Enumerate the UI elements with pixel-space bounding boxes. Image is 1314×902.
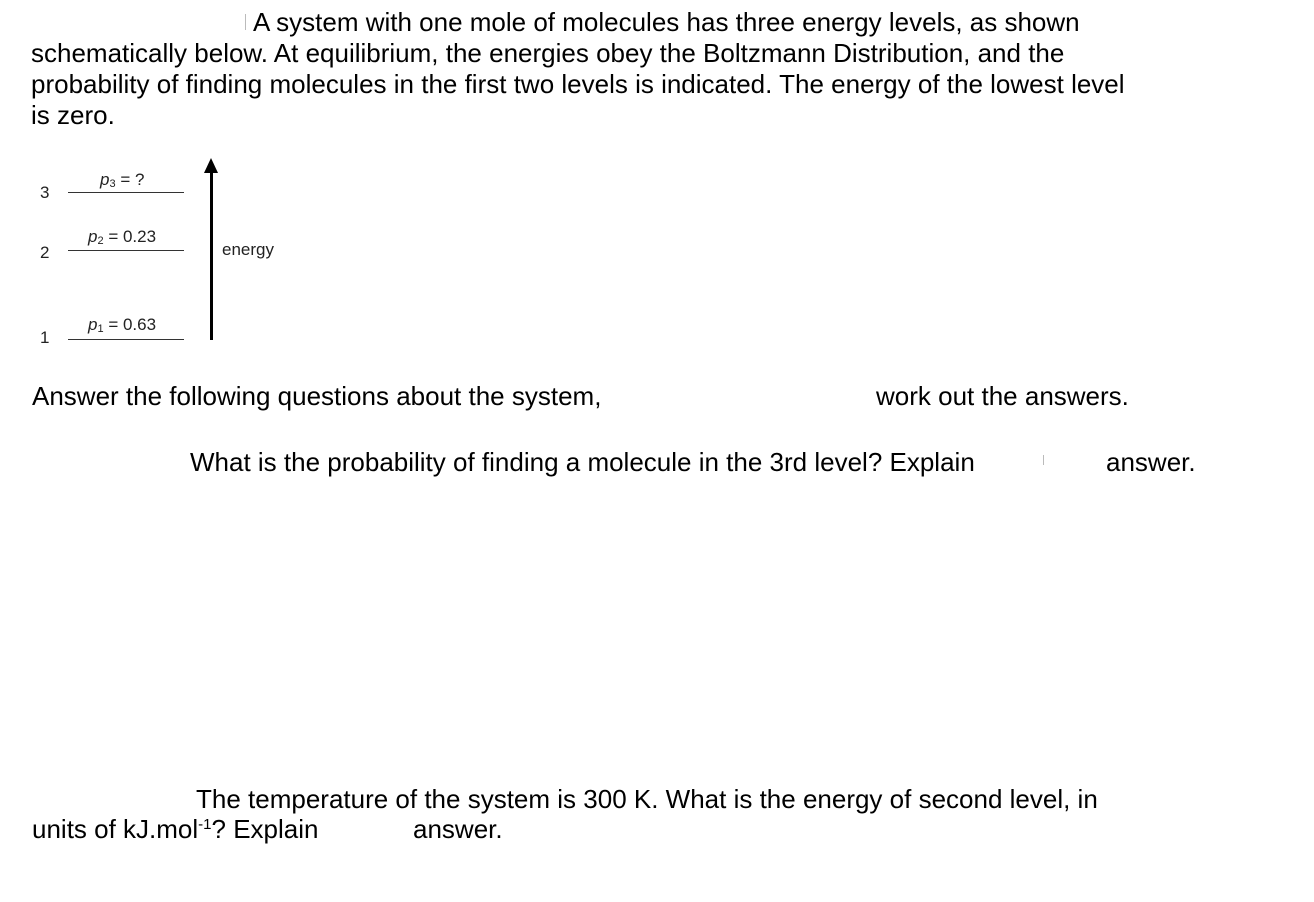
energy-arrowhead-icon: [204, 158, 218, 173]
energy-axis-label: energy: [222, 240, 274, 259]
question-2-tail: answer.: [413, 814, 503, 844]
level-1-line: [68, 339, 184, 340]
intro-line-3: probability of finding molecules in the first two levels is indicated. The energy of the lowest level: [31, 69, 1125, 99]
cursor-mark-2: [1043, 455, 1044, 465]
level-3-line: [68, 192, 184, 193]
level-3-probability: $p_3$ = ?: [100, 170, 145, 190]
level-2-line: [68, 250, 184, 251]
cursor-mark: [245, 14, 246, 30]
level-3-number: 3: [40, 183, 50, 202]
level-1-probability: $p_1 = 0.63$: [88, 315, 157, 335]
question-2-line-2: units of kJ.mol$^{-1}$? Explain: [32, 814, 319, 844]
question-1-tail: answer.: [1106, 447, 1196, 477]
intro-line-4: is zero.: [31, 100, 115, 130]
level-2-probability: $p_2 = 0.23$: [88, 227, 157, 247]
instruction-right: work out the answers.: [876, 381, 1129, 411]
question-1-text: What is the probability of finding a molecule in the 3rd level? Explain: [190, 447, 975, 477]
level-1-number: 1: [40, 328, 50, 347]
intro-line-2: schematically below. At equilibrium, the energies obey the Boltzmann Distribution, and the: [31, 38, 1065, 68]
level-2-number: 2: [40, 243, 50, 262]
intro-line-1: A system with one mole of molecules has three energy levels, as shown: [253, 7, 1080, 37]
energy-axis: [210, 172, 213, 340]
question-2-line-1: The temperature of the system is 300 K. What is the energy of second level, in: [196, 784, 1098, 814]
instruction-left: Answer the following questions about the system,: [32, 381, 602, 411]
